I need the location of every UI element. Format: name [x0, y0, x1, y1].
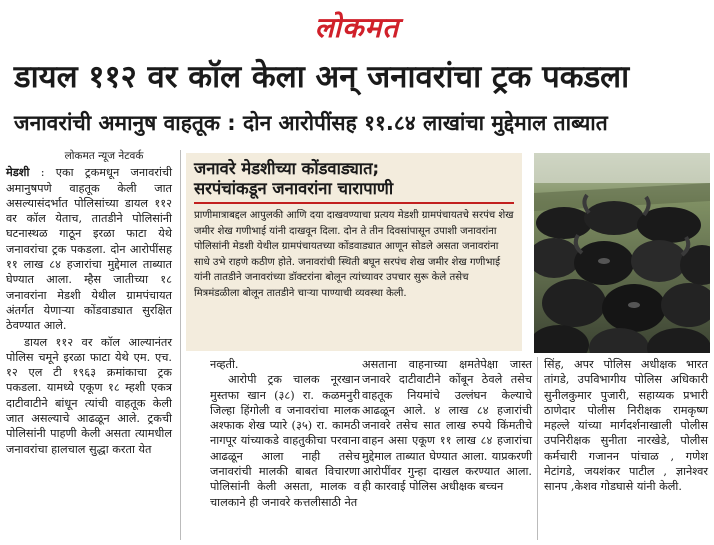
article-column-1 [6, 149, 172, 458]
inset-title-line-1: जनावरे मेडशीच्या कोंडवाड्यात; [194, 159, 380, 178]
headline: डायल ११२ वर कॉल केला अन् जनावरांचा ट्रक पकडला [14, 59, 630, 95]
masthead [0, 0, 714, 56]
article-column-4 [544, 357, 708, 495]
lokmat-logo: लोकमत [314, 11, 400, 44]
photo-illustration [534, 153, 710, 353]
column-divider [180, 150, 181, 540]
paragraph-2: डायल ११२ वर कॉल आल्यानंतर पोलिस चमूने इरळा फाटा येथे एम. एच. १२ एल टी १९६३ क्रमांकाचा ट्रक पकडला. यामध्ये एकूण १८ म्हशी एकत्र दाटीवाटीने बांधून त्यांची वाहतूक केली जात असल्याचे आढळून आले. ट्रकची पोलिसांनी पाहणी केली असता त्यामधील जनावरांचा हालचाल सुद्धा करता येत [6, 335, 172, 456]
col4-paragraph-1: सिंह, अपर पोलिस अधीक्षक भारत तांगडे, उपविभागीय पोलिस अधिकारी सुनीलकुमार पुजारी, सहाय्यक प्रभारी ठाणेदार पोलीस निरीक्षक रामकृष्ण महल्ले यांच्या मार्गदर्शनाखाली पोलीस उपनिरीक्षक सुनीता नारखेडे, पोलीस कर्मचारी गजानन पांचाळ , गणेश मेटांगडे, जयशंकर पाटील , ज्ञानेश्वर सानप ,केशव गोडघासे यांनी केली. [544, 358, 708, 494]
col2-paragraph-2: आरोपी ट्रक चालक नूरखान मुस्तफा खान (३८) रा. कळमनुरी जिल्हा हिंगोली व जनावरांचा मालक अश्फाक शेख प्यारे (३५) रा. कामठी नागपूर यांच्याकडे वाहतुकीचा परवाना आढळून आला नाही तसेच जनावरांची मालकी बाबत विचारणा पोलिसांनी केली असता, मालक व चालकाने ही जनावरे कत्तलीसाठी नेत [210, 373, 360, 509]
inset-body: प्राणीमात्राबद्दल आपुलकी आणि दया दाखवण्याचा प्रत्यय मेडशी ग्रामपंचायतचे सरपंच शेख जमीर शेख गणीभाई यांनी दाखवून दिला. दोन ते तीन दिवसांपासून उपाशी जनावरांना पोलिसांनी मेडशी येथील ग्रामपंचायतच्या कोंडवाड्यात आणून सोडले असता जनावरांना साधे उभे राहणे कठीण होते. जनावरांची स्थिती बघून सरपंच शेख जमीर शेख गणीभाई यांनी तातडीने जनावरांच्या डॉक्टरांना बोलून त्यांच्यावर उपचार सुरू केले तसेच मित्रमंडळीला बोलून तातडीने चाऱ्या पाण्याची व्यवस्था केली. [194, 210, 514, 299]
inset-divider [194, 202, 514, 204]
inset-box [186, 153, 522, 351]
article-column-3 [362, 357, 532, 495]
inset-title-line-2: सरपंचांकडून जनावरांना चारापाणी [194, 179, 394, 198]
col3-paragraph-1: असताना वाहनाच्या क्षमतेपेक्षा जास्त जनावरे दाटीवाटीने कोंबून ठेवले तसेच वाहतूक नियमांचे उल्लंघन केल्याचे आढळून आले. ४ लाख ८४ हजारांची जनावरे तसेच सात लाख रुपये किंमतीचे वाहन असा एकूण ११ लाख ८४ हजारांचा मुद्देमाल ताब्यात घेण्यात आला. याप्रकरणी आरोपींवर गुन्हा दाखल करण्यात आला. ही कारवाई पोलिस अधीक्षक बच्चन [362, 358, 532, 494]
lead-paragraph [6, 165, 172, 333]
column-divider [537, 357, 538, 540]
byline: लोकमत न्यूज नेटवर्क [64, 150, 144, 162]
col2-paragraph-1: नव्हती. [210, 358, 239, 371]
lead-text: : एका ट्रकमधून जनावरांची अमानुषपणे वाहतूक केली जात असल्यासंदर्भात पोलिसांच्या डायल ११२ वर कॉल येताच, तातडीने पोलिसांनी घटनास्थळ गाठून इरळा फाटा येथे जनावरांचा ट्रक पकडला. दोन आरोपींसह ११ लाख ८४ हजारांचा मुद्देमाल ताब्यात घेण्यात आला. म्हैस जातीच्या १८ जनावरांना मेडशी येथील ग्रामपंचायत अंतर्गत येणाऱ्या कोंडवाड्यात सुरक्षित ठेवण्यात आले. [6, 166, 172, 333]
article-column-2 [210, 357, 360, 510]
dateline: मेडशी [6, 165, 30, 180]
buffalo-truck-photo [534, 153, 710, 353]
subheadline: जनावरांची अमानुष वाहतूक : दोन आरोपींसह ११.८४ लाखांचा मुद्देमाल ताब्यात [14, 111, 608, 135]
